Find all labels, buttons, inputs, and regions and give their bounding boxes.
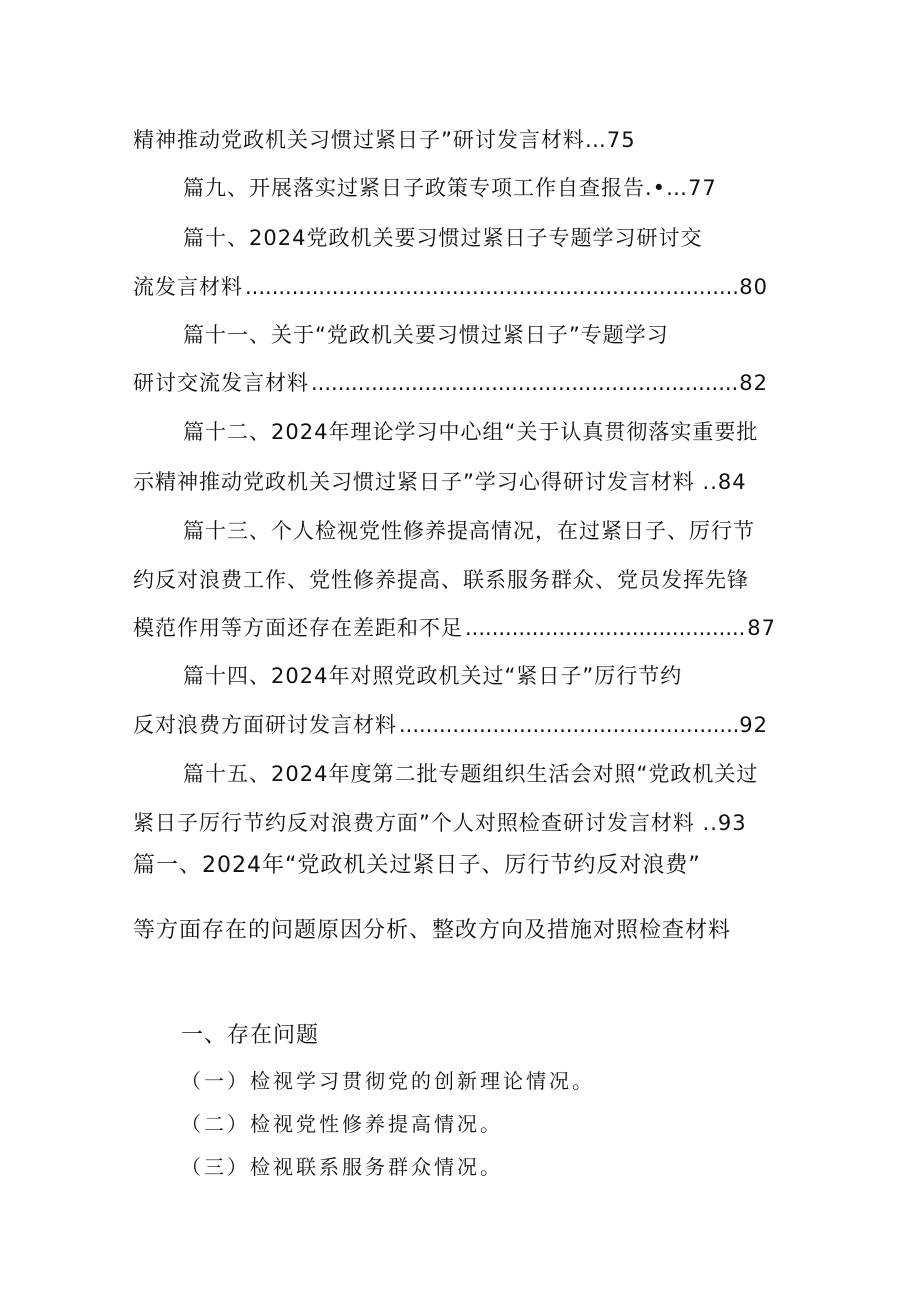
section-item: （一）检视学习贯彻党的创新理论情况。 (181, 1069, 595, 1093)
toc-text: 模范作用等方面还存在差距和不足 (133, 616, 463, 640)
toc-text: 反对浪费方面研讨发言材料 (133, 713, 397, 737)
toc-page-number: 80 (739, 275, 768, 299)
toc-entry-15-cont: 紧日子厉行节约反对浪费方面”个人对照检查研讨发言材料 ..93 (133, 811, 747, 835)
toc-text: 研讨交流发言材料 (133, 371, 309, 395)
toc-leader-dots (399, 715, 737, 736)
toc-line: 精神推动党政机关习惯过紧日子”研讨发言材料…75 (133, 128, 636, 152)
toc-leader-dots (311, 373, 737, 394)
toc-page-number: 82 (739, 371, 768, 395)
toc-entry-13-cont: 约反对浪费工作、党性修养提高、联系服务群众、党员发挥先锋 (133, 568, 749, 592)
toc-entry-13: 篇十三、个人检视党性修养提高情况，在过紧日子、厉行节 (183, 519, 755, 543)
toc-entry-10-cont (133, 277, 768, 298)
toc-text: 流发言材料 (133, 275, 243, 299)
section-item: （二）检视党性修养提高情况。 (181, 1112, 503, 1136)
section-heading: 一、存在问题 (181, 1023, 320, 1048)
toc-entry-11: 篇十一、关于“党政机关要习惯过紧日子”专题学习 (183, 323, 669, 347)
toc-leader-dots (465, 618, 745, 639)
toc-entry-14: 篇十四、2024年对照党政机关过“紧日子”厉行节约 (183, 664, 683, 688)
article-title-line2: 等方面存在的问题原因分析、整改方向及措施对照检查材料 (133, 918, 732, 943)
section-item: （三）检视联系服务群众情况。 (181, 1155, 503, 1179)
toc-entry-14-cont (133, 715, 768, 736)
toc-entry-11-cont (133, 373, 768, 394)
toc-entry-13-cont2 (133, 618, 776, 639)
toc-entry-12-cont: 示精神推动党政机关习惯过紧日子”学习心得研讨发言材料 ..84 (133, 470, 747, 494)
toc-leader-dots (245, 277, 737, 298)
toc-entry-10: 篇十、2024党政机关要习惯过紧日子专题学习研讨交 (183, 226, 703, 250)
toc-page-number: 92 (739, 713, 768, 737)
toc-entry-15: 篇十五、2024年度第二批专题组织生活会对照“党政机关过 (183, 762, 759, 786)
toc-page-number: 87 (747, 616, 776, 640)
toc-entry-12: 篇十二、2024年理论学习中心组“关于认真贯彻落实重要批 (183, 420, 759, 444)
article-title-line1: 篇一、2024年“党政机关过紧日子、厉行节约反对浪费” (133, 853, 701, 878)
toc-entry-9: 篇九、开展落实过紧日子政策专项工作自查报告.•…77 (183, 176, 717, 200)
